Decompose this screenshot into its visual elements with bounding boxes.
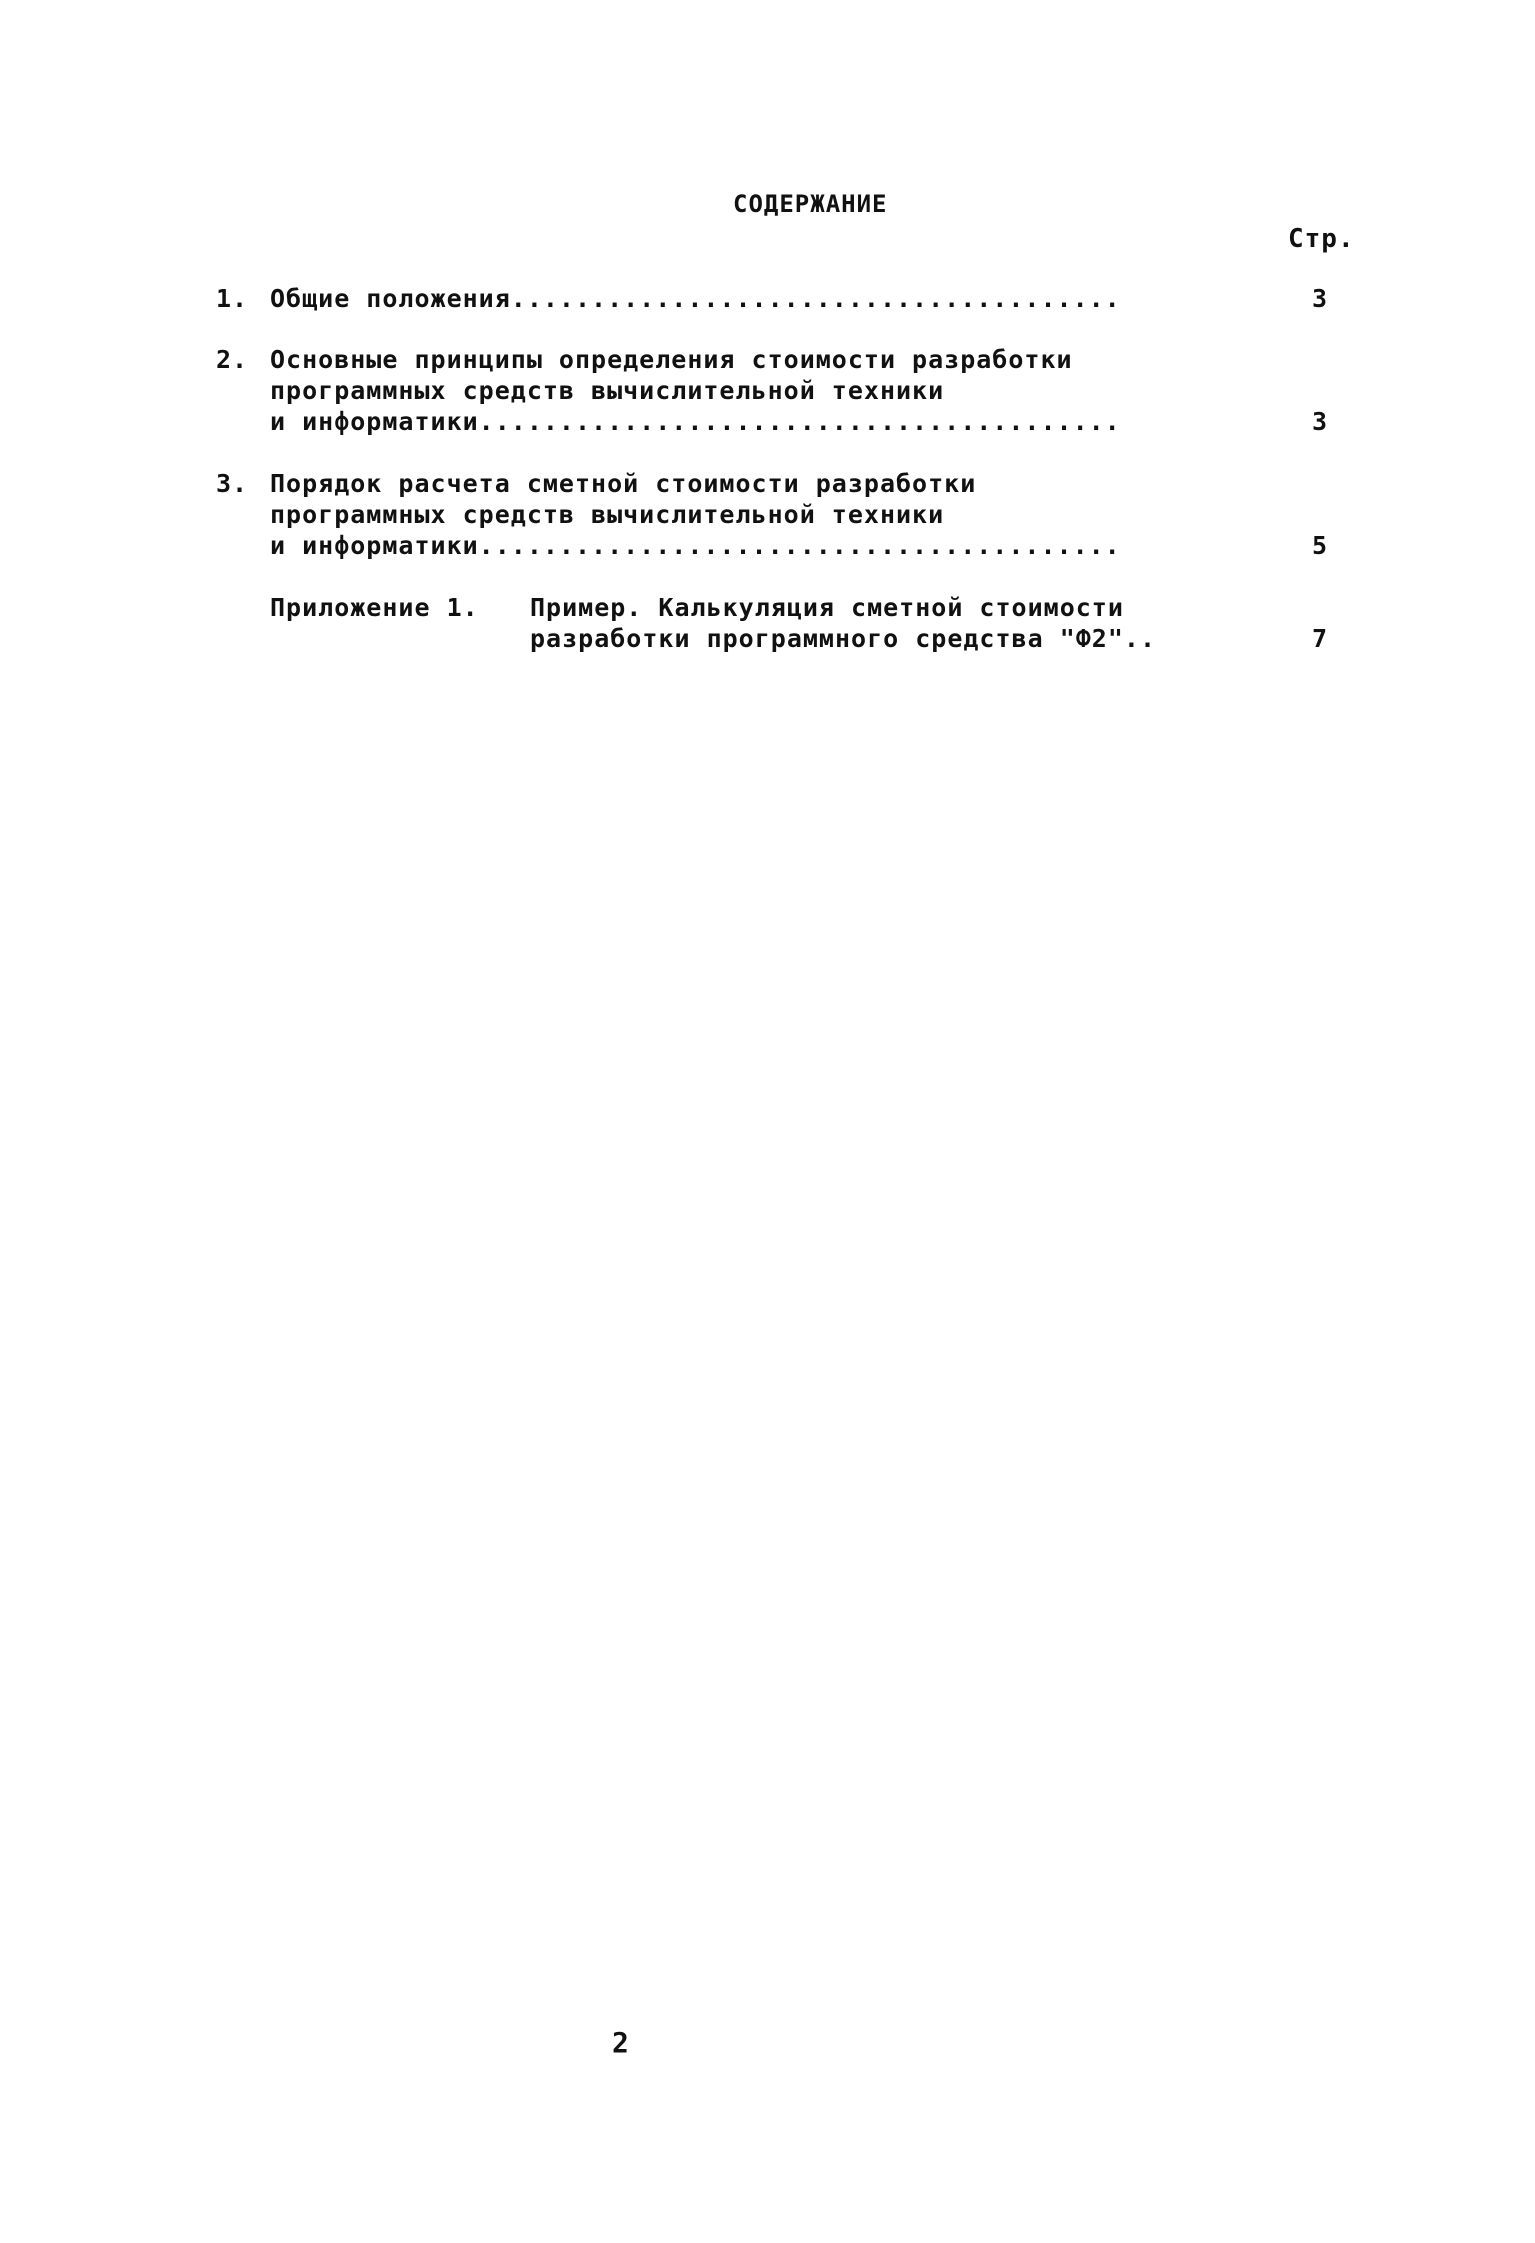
toc-entry-2-page: 3 <box>1311 407 1329 436</box>
page-number: 2 <box>612 2026 630 2059</box>
toc-entry-3-line-3: и информатики........................................ <box>270 531 1121 560</box>
toc-entry-3-page: 5 <box>1311 531 1329 560</box>
appendix-label: Приложение 1. <box>270 593 479 622</box>
toc-entry-3-number: 3. <box>216 469 249 498</box>
appendix-page: 7 <box>1311 624 1329 653</box>
toc-entry-1-page: 3 <box>1311 284 1329 313</box>
toc-entry-3-line-1: Порядок расчета сметной стоимости разработки <box>270 469 977 498</box>
appendix-line-1: Пример. Калькуляция сметной стоимости <box>530 593 1124 622</box>
toc-entry-2-line-2: программных средств вычислительной техники <box>270 376 945 405</box>
appendix-line-2: разработки программного средства "Ф2".. <box>530 624 1156 653</box>
page-column-header: Стр. <box>1288 224 1355 254</box>
toc-entry-3-line-2: программных средств вычислительной техники <box>270 500 945 529</box>
toc-title: СОДЕРЖАНИЕ <box>733 190 888 218</box>
toc-entry-2-number: 2. <box>216 345 249 374</box>
toc-entry-2-line-1: Основные принципы определения стоимости разработки <box>270 345 1073 374</box>
toc-entry-1-number: 1. <box>216 284 249 313</box>
toc-entry-1-line-1: Общие положения...................................... <box>270 284 1121 313</box>
toc-entry-2-line-3: и информатики........................................ <box>270 407 1121 436</box>
